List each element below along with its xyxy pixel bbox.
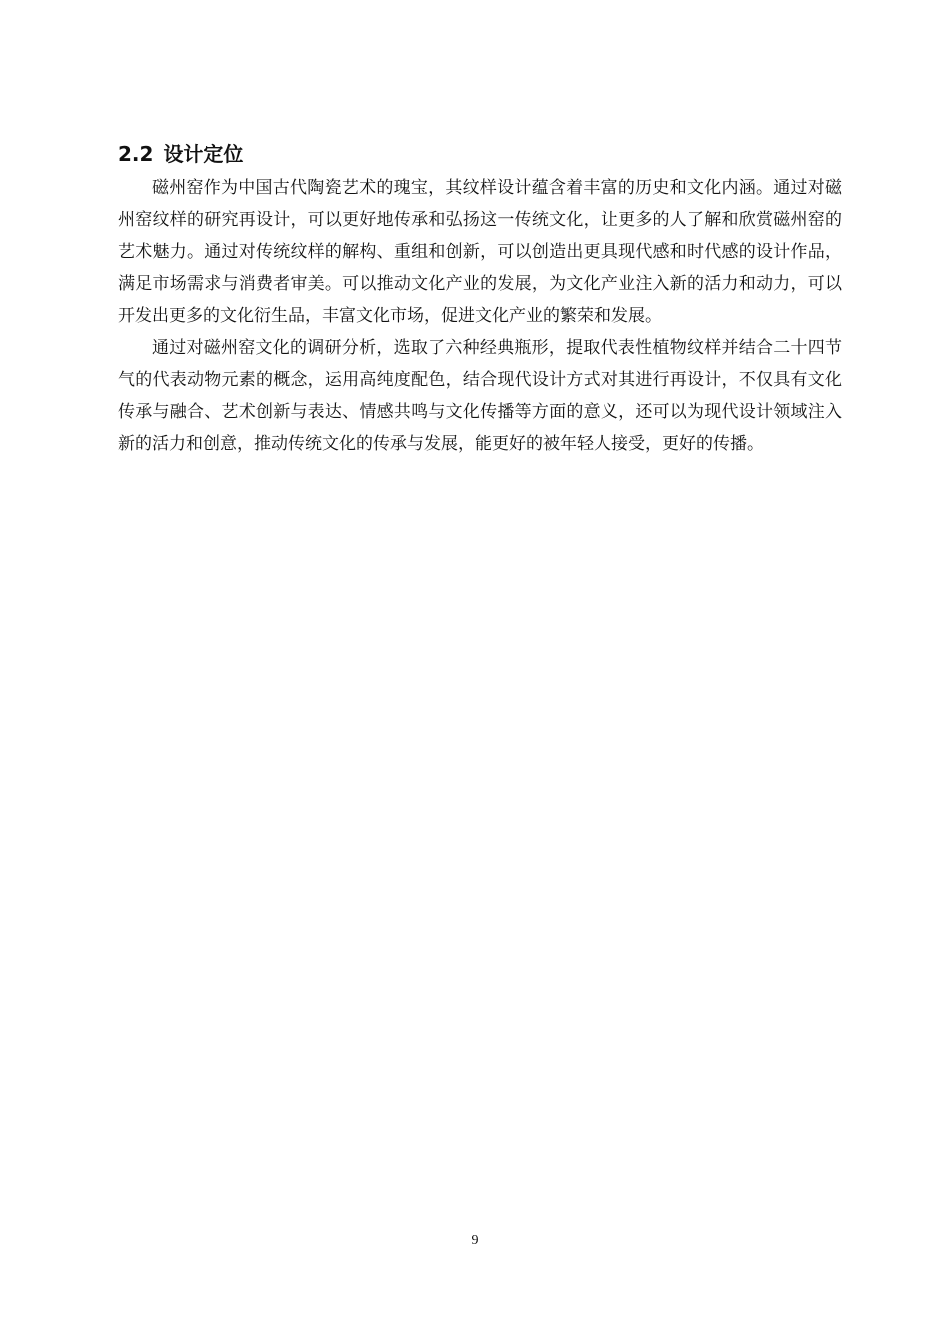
paragraph-1: 磁州窑作为中国古代陶瓷艺术的瑰宝，其纹样设计蕴含着丰富的历史和文化内涵。通过对磁州窑纹样的研究再设计，可以更好地传承和弘扬这一传统文化，让更多的人了解和欣赏磁州窑的艺术魅力。通过对传统纹样的解构、重组和创新，可以创造出更具现代感和时代感的设计作品，满足市场需求与消费者审美。可以推动文化产业的发展，为文化产业注入新的活力和动力，可以开发出更多的文化衍生品，丰富文化市场，促进文化产业的繁荣和发展。 <box>118 178 842 326</box>
section-number: 2.2 <box>118 142 154 166</box>
paragraph-2: 通过对磁州窑文化的调研分析，选取了六种经典瓶形，提取代表性植物纹样并结合二十四节气的代表动物元素的概念，运用高纯度配色，结合现代设计方式对其进行再设计，不仅具有文化传承与融合、艺术创新与表达、情感共鸣与文化传播等方面的意义，还可以为现代设计领域注入新的活力和创意，推动传统文化的传承与发展，能更好的被年轻人接受，更好的传播。 <box>118 338 842 454</box>
section-heading <box>118 138 842 170</box>
section-title: 设计定位 <box>163 142 244 166</box>
document-body <box>118 138 842 460</box>
page-number: 9 <box>471 1233 479 1248</box>
